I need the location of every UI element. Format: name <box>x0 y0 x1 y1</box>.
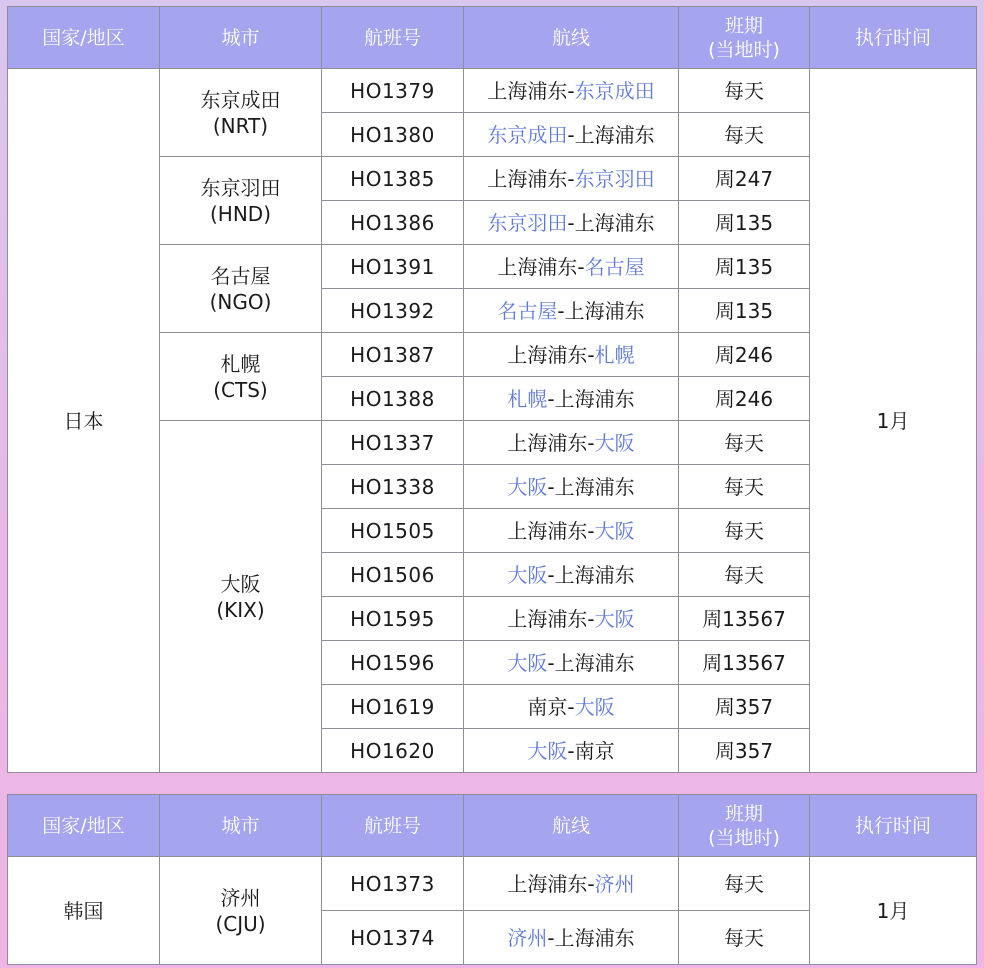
route-part: 大阪 <box>574 694 615 719</box>
schedule-cell: 周357 <box>679 685 810 729</box>
route-part: 大阪 <box>527 738 568 763</box>
airport-code: (NGO) <box>209 289 272 314</box>
airport-code: (CJU) <box>215 911 266 936</box>
route-part: 上海浦东 <box>507 518 588 543</box>
schedule-cell: 周357 <box>679 729 810 773</box>
header-schedule-note: (当地时) <box>708 826 780 849</box>
route-part: - <box>577 254 585 279</box>
route-cell <box>464 113 679 157</box>
flight-number-cell: HO1596 <box>322 641 464 685</box>
city-name: 名古屋 <box>210 263 271 288</box>
route-part: 上海浦东 <box>554 474 635 499</box>
city-name: 东京羽田 <box>200 175 281 200</box>
schedule-cell: 每天 <box>679 857 810 911</box>
period-cell: 1月 <box>810 857 977 965</box>
schedule-cell: 周246 <box>679 377 810 421</box>
route-part: 上海浦东 <box>507 342 588 367</box>
route-cell <box>464 289 679 333</box>
header-period: 执行时间 <box>810 7 977 69</box>
flight-number-cell: HO1505 <box>322 509 464 553</box>
schedule-cell: 每天 <box>679 69 810 113</box>
flight-number-cell: HO1506 <box>322 553 464 597</box>
route-cell <box>464 421 679 465</box>
schedule-cell: 每天 <box>679 911 810 965</box>
route-part: 上海浦东 <box>507 606 588 631</box>
header-period: 执行时间 <box>810 795 977 857</box>
route-part: 上海浦东 <box>487 78 568 103</box>
city-name: 札幌 <box>220 351 261 376</box>
route-part: 济州 <box>507 925 548 950</box>
route-part: - <box>567 738 575 763</box>
route-part: - <box>567 78 575 103</box>
period-cell: 1月 <box>810 69 977 773</box>
route-part: 东京成田 <box>487 122 568 147</box>
city-cell <box>160 333 322 421</box>
table-row <box>8 69 977 113</box>
route-cell <box>464 911 679 965</box>
airport-code: (HND) <box>209 201 271 226</box>
flight-number-cell: HO1392 <box>322 289 464 333</box>
header-schedule-label: 班期 <box>724 14 763 37</box>
route-cell <box>464 509 679 553</box>
flight-number-cell: HO1388 <box>322 377 464 421</box>
airport-code: (KIX) <box>216 597 265 622</box>
schedule-cell: 每天 <box>679 113 810 157</box>
flight-number-cell: HO1620 <box>322 729 464 773</box>
route-part: 上海浦东 <box>507 430 588 455</box>
flight-number-cell: HO1338 <box>322 465 464 509</box>
flight-number-cell: HO1373 <box>322 857 464 911</box>
route-cell <box>464 245 679 289</box>
route-cell <box>464 729 679 773</box>
route-part: 东京羽田 <box>574 166 655 191</box>
route-cell <box>464 69 679 113</box>
flight-number-cell: HO1386 <box>322 201 464 245</box>
flight-number-cell: HO1379 <box>322 69 464 113</box>
route-part: 济州 <box>594 871 635 896</box>
route-part: 上海浦东 <box>487 166 568 191</box>
schedule-cell: 周13567 <box>679 597 810 641</box>
header-route: 航线 <box>464 795 679 857</box>
schedule-cell: 周135 <box>679 201 810 245</box>
city-cell <box>160 857 322 965</box>
route-part: 大阪 <box>594 430 635 455</box>
route-part: - <box>547 386 555 411</box>
route-part: 大阪 <box>594 518 635 543</box>
japan-flight-table <box>7 6 977 773</box>
schedule-cell: 周135 <box>679 245 810 289</box>
header-city: 城市 <box>160 795 322 857</box>
header-schedule <box>679 795 810 857</box>
route-part: - <box>587 342 595 367</box>
schedule-cell: 周246 <box>679 333 810 377</box>
route-part: 上海浦东 <box>564 298 645 323</box>
header-city: 城市 <box>160 7 322 69</box>
flight-number-cell: HO1337 <box>322 421 464 465</box>
flight-number-cell: HO1380 <box>322 113 464 157</box>
route-part: 上海浦东 <box>554 650 635 675</box>
header-country: 国家/地区 <box>8 7 160 69</box>
city-name: 东京成田 <box>200 87 281 112</box>
route-cell <box>464 377 679 421</box>
route-part: 大阪 <box>507 562 548 587</box>
header-schedule-label: 班期 <box>724 802 763 825</box>
header-schedule-note: (当地时) <box>708 38 780 61</box>
schedule-cell: 周13567 <box>679 641 810 685</box>
airport-code: (CTS) <box>213 377 268 402</box>
route-part: - <box>587 430 595 455</box>
country-cell: 韩国 <box>8 857 160 965</box>
city-cell <box>160 245 322 333</box>
route-part: 札幌 <box>594 342 635 367</box>
country-cell: 日本 <box>8 69 160 773</box>
route-part: - <box>567 166 575 191</box>
route-cell <box>464 333 679 377</box>
route-part: - <box>547 562 555 587</box>
route-part: 东京羽田 <box>487 210 568 235</box>
route-part: - <box>547 474 555 499</box>
route-part: - <box>567 694 575 719</box>
schedule-cell: 周135 <box>679 289 810 333</box>
route-cell <box>464 857 679 911</box>
flight-number-cell: HO1385 <box>322 157 464 201</box>
route-cell <box>464 201 679 245</box>
schedule-cell: 每天 <box>679 421 810 465</box>
city-name: 大阪 <box>220 571 261 596</box>
route-cell <box>464 465 679 509</box>
route-part: 南京 <box>527 694 568 719</box>
route-part: - <box>547 925 555 950</box>
route-part: 札幌 <box>507 386 548 411</box>
schedule-cell: 周247 <box>679 157 810 201</box>
city-cell <box>160 421 322 773</box>
route-part: 东京成田 <box>574 78 655 103</box>
schedule-cell: 每天 <box>679 553 810 597</box>
header-schedule <box>679 7 810 69</box>
route-part: - <box>587 871 595 896</box>
route-cell <box>464 641 679 685</box>
route-part: - <box>557 298 565 323</box>
route-cell <box>464 597 679 641</box>
route-part: 大阪 <box>507 650 548 675</box>
route-part: 大阪 <box>594 606 635 631</box>
schedule-cell: 每天 <box>679 465 810 509</box>
route-part: 上海浦东 <box>554 386 635 411</box>
flight-number-cell: HO1595 <box>322 597 464 641</box>
header-flight-no: 航班号 <box>322 7 464 69</box>
route-part: 上海浦东 <box>574 210 655 235</box>
route-part: 名古屋 <box>584 254 645 279</box>
route-part: - <box>587 606 595 631</box>
header-country: 国家/地区 <box>8 795 160 857</box>
city-cell <box>160 69 322 157</box>
flight-number-cell: HO1619 <box>322 685 464 729</box>
header-row <box>8 7 977 69</box>
route-part: 上海浦东 <box>554 562 635 587</box>
flight-number-cell: HO1374 <box>322 911 464 965</box>
route-part: 上海浦东 <box>497 254 578 279</box>
header-flight-no: 航班号 <box>322 795 464 857</box>
route-part: 大阪 <box>507 474 548 499</box>
route-cell <box>464 685 679 729</box>
route-part: 上海浦东 <box>554 925 635 950</box>
schedule-cell: 每天 <box>679 509 810 553</box>
route-part: 上海浦东 <box>574 122 655 147</box>
route-part: - <box>567 210 575 235</box>
table-row <box>8 857 977 911</box>
header-row <box>8 795 977 857</box>
route-part: 南京 <box>574 738 615 763</box>
header-route: 航线 <box>464 7 679 69</box>
city-name: 济州 <box>220 885 261 910</box>
flight-number-cell: HO1387 <box>322 333 464 377</box>
flight-number-cell: HO1391 <box>322 245 464 289</box>
route-part: 名古屋 <box>497 298 558 323</box>
city-cell <box>160 157 322 245</box>
route-cell <box>464 157 679 201</box>
route-part: 上海浦东 <box>507 871 588 896</box>
route-cell <box>464 553 679 597</box>
route-part: - <box>567 122 575 147</box>
airport-code: (NRT) <box>212 113 269 138</box>
route-part: - <box>547 650 555 675</box>
korea-flight-table <box>7 794 977 965</box>
route-part: - <box>587 518 595 543</box>
